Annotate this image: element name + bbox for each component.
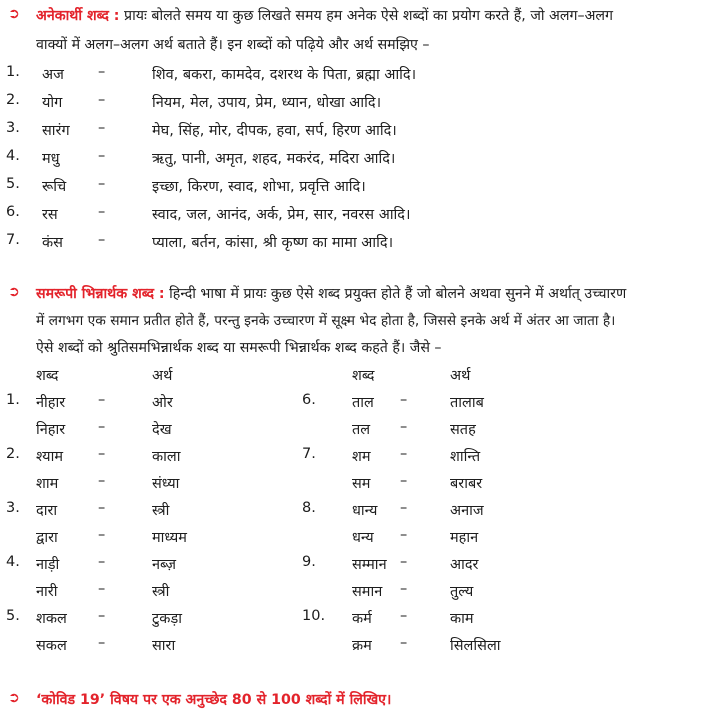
pair-word: सकल — [36, 638, 67, 654]
pair-dash: – — [98, 473, 106, 489]
pair-dash: – — [400, 473, 408, 489]
pair-dash: – — [98, 419, 106, 435]
bullet-icon: ➲ — [8, 690, 20, 706]
pair-word: नाड़ी — [36, 557, 60, 573]
pair-number: 7. — [302, 446, 316, 462]
pair-meaning: नब्ज़ — [152, 557, 177, 573]
item-dash: – — [98, 92, 106, 108]
item-number: 4. — [6, 148, 20, 164]
pair-meaning: तालाब — [450, 395, 484, 411]
item-number: 5. — [6, 176, 20, 192]
item-number: 2. — [6, 92, 20, 108]
item-word: रस — [42, 207, 58, 223]
item-word: अज — [42, 67, 64, 83]
col-head-meaning-right: अर्थ — [450, 368, 471, 384]
pair-meaning: काला — [152, 449, 181, 465]
pair-number: 8. — [302, 500, 316, 516]
item-meaning: नियम, मेल, उपाय, प्रेम, ध्यान, धोखा आदि। — [152, 95, 382, 111]
item-dash: – — [98, 232, 106, 248]
pair-dash: – — [98, 581, 106, 597]
pair-dash: – — [400, 392, 408, 408]
pair-number: 1. — [6, 392, 20, 408]
item-number: 3. — [6, 120, 20, 136]
bullet-icon: ➲ — [8, 6, 20, 22]
pair-dash: – — [400, 446, 408, 462]
section1-title: अनेकार्थी शब्द : — [36, 8, 120, 24]
pair-dash: – — [400, 554, 408, 570]
pair-word: द्वारा — [36, 530, 58, 546]
pair-number: 4. — [6, 554, 20, 570]
pair-meaning: ओर — [152, 395, 173, 411]
pair-number: 10. — [302, 608, 326, 624]
pair-word: दारा — [36, 503, 58, 519]
item-dash: – — [98, 120, 106, 136]
pair-meaning: आदर — [450, 557, 479, 573]
item-word: सारंग — [42, 123, 70, 139]
pair-number: 5. — [6, 608, 20, 624]
pair-meaning: स्त्री — [152, 584, 170, 600]
pair-dash: – — [98, 500, 106, 516]
col-head-word-left: शब्द — [36, 368, 59, 384]
col-head-word-right: शब्द — [352, 368, 375, 384]
item-meaning: प्याला, बर्तन, कांसा, श्री कृष्ण का मामा आदि। — [152, 235, 394, 251]
pair-meaning: सतह — [450, 422, 476, 438]
bullet-icon: ➲ — [8, 284, 20, 300]
pair-dash: – — [98, 392, 106, 408]
pair-word: नीहार — [36, 395, 66, 411]
item-number: 7. — [6, 232, 20, 248]
pair-word: शकल — [36, 611, 67, 627]
item-meaning: मेघ, सिंह, मोर, दीपक, हवा, सर्प, हिरण आदि। — [152, 123, 397, 139]
pair-dash: – — [400, 581, 408, 597]
item-word: रूचि — [42, 179, 67, 195]
pair-word: निहार — [36, 422, 66, 438]
pair-meaning: सिलसिला — [450, 638, 501, 654]
pair-word: श्याम — [36, 449, 63, 465]
pair-number: 2. — [6, 446, 20, 462]
item-dash: – — [98, 176, 106, 192]
item-word: योग — [42, 95, 63, 111]
pair-word: तल — [352, 422, 371, 438]
item-number: 6. — [6, 204, 20, 220]
pair-meaning: महान — [450, 530, 479, 546]
pair-number: 3. — [6, 500, 20, 516]
pair-dash: – — [98, 527, 106, 543]
section1-heading — [36, 6, 613, 25]
item-meaning: इच्छा, किरण, स्वाद, शोभा, प्रवृत्ति आदि। — [152, 179, 366, 195]
pair-word: कर्म — [352, 611, 372, 627]
pair-dash: – — [400, 500, 408, 516]
section2-intro-2: में लगभग एक समान प्रतीत होते हैं, परन्तु इनके उच्चारण में सूक्ष्म भेद होता है, जिससे इनके अर्थ में अंतर आ जाता है। — [36, 313, 616, 329]
pair-word: शम — [352, 449, 371, 465]
pair-meaning: संध्या — [152, 476, 180, 492]
pair-meaning: सारा — [152, 638, 176, 654]
pair-dash: – — [98, 635, 106, 651]
pair-word: सम — [352, 476, 371, 492]
pair-meaning: टुकड़ा — [152, 611, 182, 627]
pair-meaning: अनाज — [450, 503, 484, 519]
pair-meaning: शान्ति — [450, 449, 481, 465]
col-head-meaning-left: अर्थ — [152, 368, 173, 384]
pair-meaning: काम — [450, 611, 474, 627]
pair-word: धन्य — [352, 530, 374, 546]
pair-dash: – — [98, 446, 106, 462]
section2-title: समरूपी भिन्नार्थक शब्द : — [36, 286, 165, 302]
item-meaning: स्वाद, जल, आनंद, अर्क, प्रेम, सार, नवरस आदि। — [152, 207, 411, 223]
pair-dash: – — [400, 419, 408, 435]
item-word: कंस — [42, 235, 63, 251]
pair-dash: – — [400, 527, 408, 543]
pair-meaning: स्त्री — [152, 503, 170, 519]
item-dash: – — [98, 204, 106, 220]
pair-word: समान — [352, 584, 383, 600]
pair-number: 6. — [302, 392, 316, 408]
pair-word: ताल — [352, 395, 374, 411]
pair-meaning: देख — [152, 422, 172, 438]
pair-dash: – — [98, 554, 106, 570]
pair-word: धान्य — [352, 503, 378, 519]
section2-intro-3: ऐसे शब्दों को श्रुतिसमभिन्नार्थक शब्द या समरूपी भिन्नार्थक शब्द कहते हैं। जैसे – — [36, 340, 442, 356]
pair-dash: – — [98, 608, 106, 624]
pair-word: क्रम — [352, 638, 372, 654]
section2-heading — [36, 284, 626, 303]
item-dash: – — [98, 64, 106, 80]
section1-intro-2: वाक्यों में अलग–अलग अर्थ बताते हैं। इन शब्दों को पढ़िये और अर्थ समझिए – — [36, 37, 430, 53]
pair-dash: – — [400, 608, 408, 624]
item-word: मधु — [42, 151, 60, 167]
item-number: 1. — [6, 64, 20, 80]
section1-intro-1: प्रायः बोलते समय या कुछ लिखते समय हम अनेक ऐसे शब्दों का प्रयोग करते हैं, जो अलग–अलग — [124, 8, 614, 24]
section2-intro-1: हिन्दी भाषा में प्रायः कुछ ऐसे शब्द प्रयुक्त होते हैं जो बोलने अथवा सुनने में अर्थात् उच्चारण — [169, 286, 627, 302]
item-meaning: शिव, बकरा, कामदेव, दशरथ के पिता, ब्रह्मा आदि। — [152, 67, 417, 83]
pair-meaning: माध्यम — [152, 530, 187, 546]
item-meaning: ऋतु, पानी, अमृत, शहद, मकरंद, मदिरा आदि। — [152, 151, 396, 167]
section3-title: ‘कोविड 19’ विषय पर एक अनुच्छेद 80 से 100 शब्दों में लिखिए। — [36, 692, 392, 708]
pair-word: सम्मान — [352, 557, 387, 573]
item-dash: – — [98, 148, 106, 164]
pair-word: शाम — [36, 476, 59, 492]
pair-meaning: तुल्य — [450, 584, 474, 600]
pair-dash: – — [400, 635, 408, 651]
pair-number: 9. — [302, 554, 316, 570]
pair-word: नारी — [36, 584, 58, 600]
pair-meaning: बराबर — [450, 476, 483, 492]
